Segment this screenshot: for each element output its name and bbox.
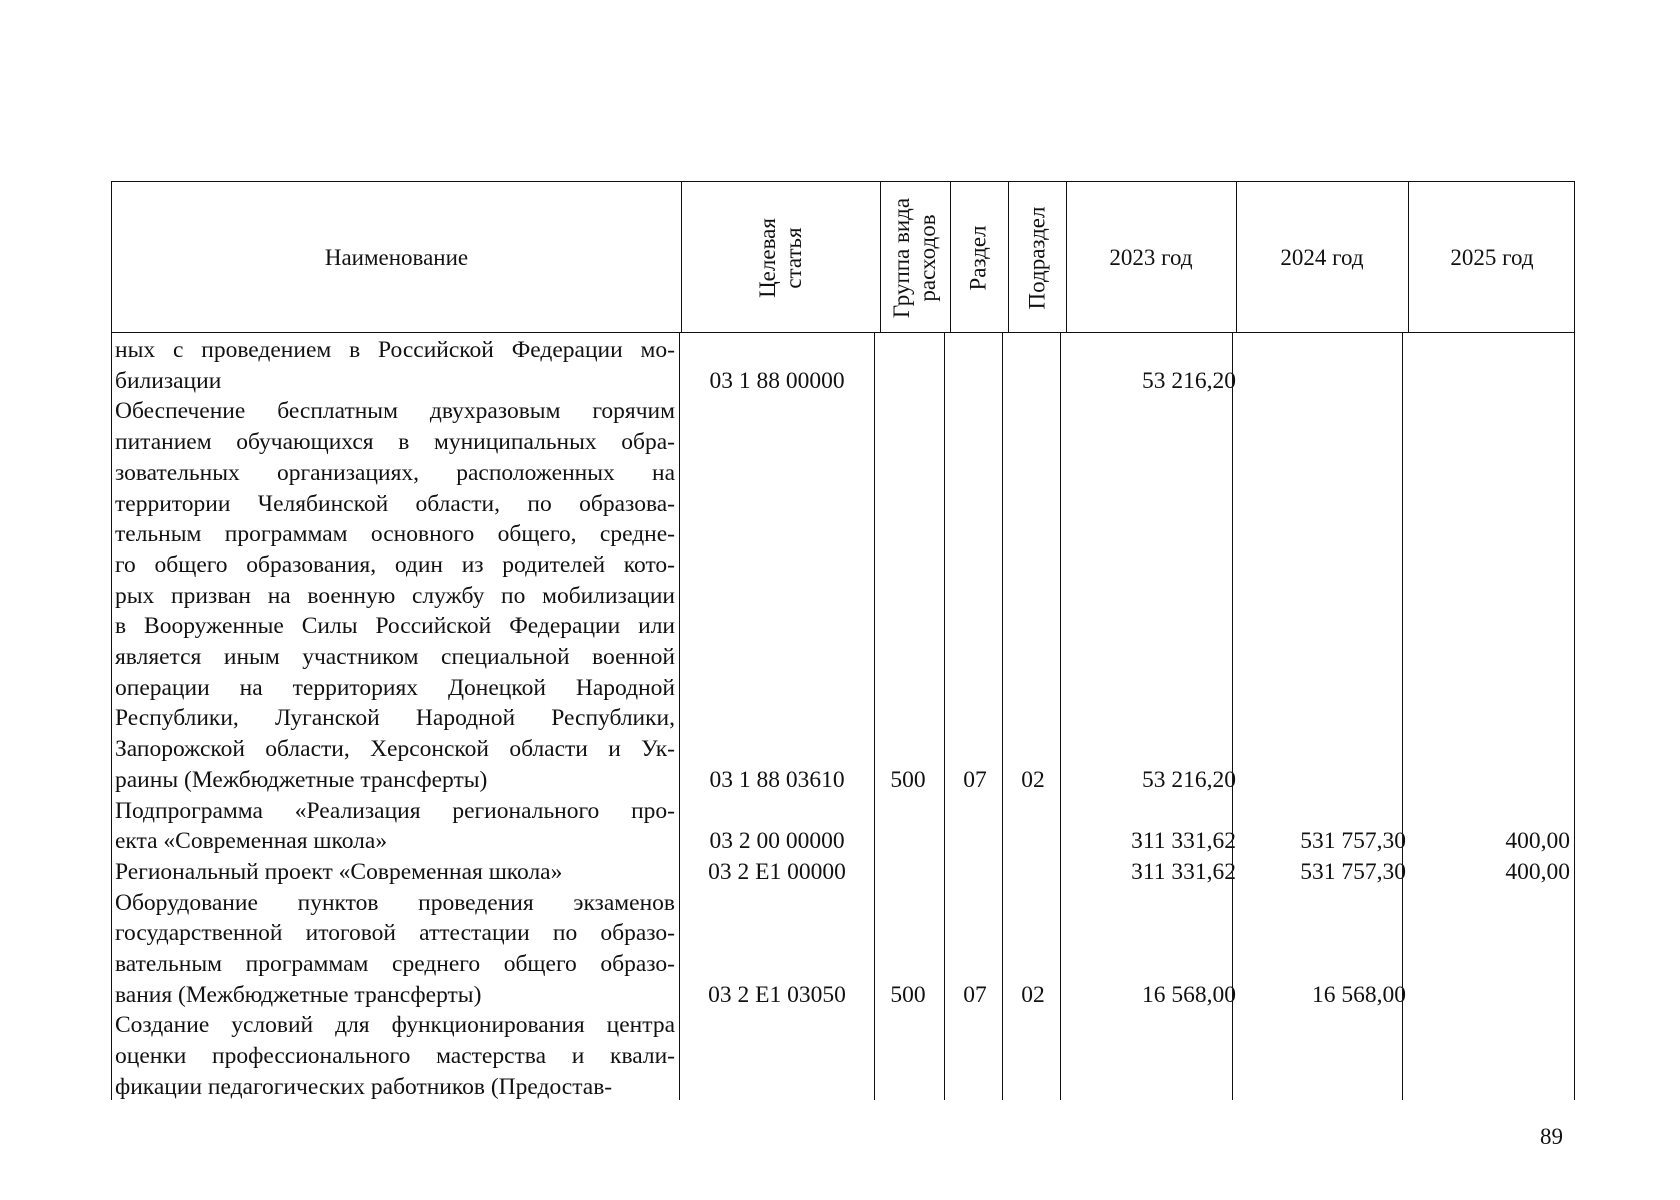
row-target-article: 03 1 88 03610 bbox=[709, 766, 845, 793]
row-name-line: государственной итоговой аттестации по образо- bbox=[115, 920, 675, 947]
row-amount-2024: 16 568,00 bbox=[1312, 981, 1406, 1008]
row-amount-2023: 53 216,20 bbox=[1142, 766, 1236, 793]
row-name bbox=[115, 1010, 675, 1102]
row-name-line: питанием обучающихся в муниципальных обра- bbox=[115, 429, 675, 456]
row-name-line: в Вооруженные Силы Российской Федерации или bbox=[115, 613, 675, 640]
row-name-line: вательным программам среднего общего образо- bbox=[115, 951, 675, 977]
row-name-line: оценки профессионального мастерства и квали- bbox=[115, 1043, 675, 1070]
header-target-article bbox=[681, 182, 880, 334]
row-name bbox=[115, 888, 675, 1011]
row-amount-2024: 531 757,30 bbox=[1300, 828, 1406, 855]
header-year-2025-label: 2025 год bbox=[1450, 245, 1534, 270]
row-name-line: вания (Межбюджетные трансферты) bbox=[115, 981, 482, 1008]
row-expense-group: 500 bbox=[890, 981, 926, 1008]
row-section: 07 bbox=[963, 981, 987, 1008]
header-year-2024-label: 2024 год bbox=[1280, 245, 1364, 270]
row-name-line: операции на территориях Донецкой Народной bbox=[115, 674, 675, 701]
row-amount-2024: 531 757,30 bbox=[1300, 858, 1406, 885]
row-subsection: 02 bbox=[1021, 981, 1045, 1008]
row-amount-2025: 400,00 bbox=[1505, 828, 1570, 855]
row-name-line: фикации педагогических работников (Предостав- bbox=[115, 1073, 613, 1100]
budget-table bbox=[111, 181, 1575, 1100]
row-subsection: 02 bbox=[1021, 766, 1045, 793]
row-amount-2023: 53 216,20 bbox=[1142, 367, 1236, 394]
row-amount-2023: 311 331,62 bbox=[1131, 828, 1236, 855]
header-expense-group-label bbox=[889, 198, 941, 318]
column-divider bbox=[944, 333, 945, 1100]
header-section-label: Раздел bbox=[966, 225, 991, 291]
header-subsection bbox=[1008, 182, 1066, 334]
row-expense-group: 500 bbox=[890, 766, 926, 793]
header-target-article-line2: статья bbox=[780, 227, 806, 289]
row-target-article: 03 2 E1 00000 bbox=[708, 858, 846, 885]
row-name-line: ных с проведением в Российской Федерации мо- bbox=[115, 337, 675, 363]
header-expense-group-line2: расходов bbox=[915, 214, 941, 302]
row-name-line: Запорожской области, Херсонской области и Ук- bbox=[115, 736, 675, 763]
header-year-2023 bbox=[1066, 182, 1236, 334]
column-divider bbox=[679, 333, 680, 1100]
header-target-article-line1: Целевая bbox=[754, 218, 780, 298]
table-body bbox=[111, 333, 1575, 1100]
row-name-line: Создание условий для функционирования центра bbox=[115, 1012, 675, 1039]
row-name-line: Подпрограмма «Реализация регионального про- bbox=[115, 797, 675, 824]
row-name-line: го общего образования, один из родителей кото- bbox=[115, 551, 675, 578]
page-number: 89 bbox=[1540, 1124, 1563, 1149]
row-name-line: Региональный проект «Современная школа» bbox=[115, 858, 563, 885]
row-name-line: территории Челябинской области, по образова- bbox=[115, 490, 675, 517]
row-name-line: Оборудование пунктов проведения экзаменов bbox=[115, 889, 675, 916]
row-name-line: раины (Межбюджетные трансферты) bbox=[115, 766, 488, 793]
row-amount-2023: 311 331,62 bbox=[1131, 858, 1236, 885]
row-name bbox=[115, 796, 675, 857]
row-name bbox=[115, 335, 675, 396]
row-amount-2025: 400,00 bbox=[1505, 858, 1570, 885]
table-header bbox=[111, 181, 1575, 333]
row-name-line: зовательных организациях, расположенных на bbox=[115, 459, 675, 486]
header-year-2023-label: 2023 год bbox=[1109, 245, 1193, 270]
row-name-line: Республики, Луганской Народной Республики, bbox=[115, 705, 675, 732]
header-year-2024 bbox=[1236, 182, 1408, 334]
header-name-label: Наименование bbox=[324, 245, 469, 270]
row-name-line: тельным программам основного общего, средне- bbox=[115, 521, 675, 548]
row-name-line: рых призван на военную службу по мобилизации bbox=[115, 582, 675, 609]
row-name-line: является иным участником специальной военной bbox=[115, 644, 675, 671]
row-amount-2023: 16 568,00 bbox=[1142, 981, 1236, 1008]
row-name bbox=[115, 857, 675, 888]
row-name-line: екта «Современная школа» bbox=[115, 828, 388, 855]
row-target-article: 03 2 00 00000 bbox=[709, 828, 845, 855]
row-target-article: 03 1 88 00000 bbox=[709, 367, 845, 394]
header-section bbox=[950, 182, 1008, 334]
row-name bbox=[115, 396, 675, 795]
header-year-2025 bbox=[1408, 182, 1576, 334]
row-section: 07 bbox=[963, 766, 987, 793]
row-name-line: билизации bbox=[115, 367, 222, 394]
header-expense-group-line1: Группа вида bbox=[889, 197, 915, 319]
header-subsection-label: Подраздел bbox=[1024, 206, 1050, 310]
header-name bbox=[112, 182, 681, 334]
header-target-article-label bbox=[754, 218, 806, 298]
header-expense-group bbox=[880, 182, 950, 334]
row-target-article: 03 2 E1 03050 bbox=[708, 981, 846, 1008]
row-name-line: Обеспечение бесплатным двухразовым горячим bbox=[115, 398, 675, 425]
